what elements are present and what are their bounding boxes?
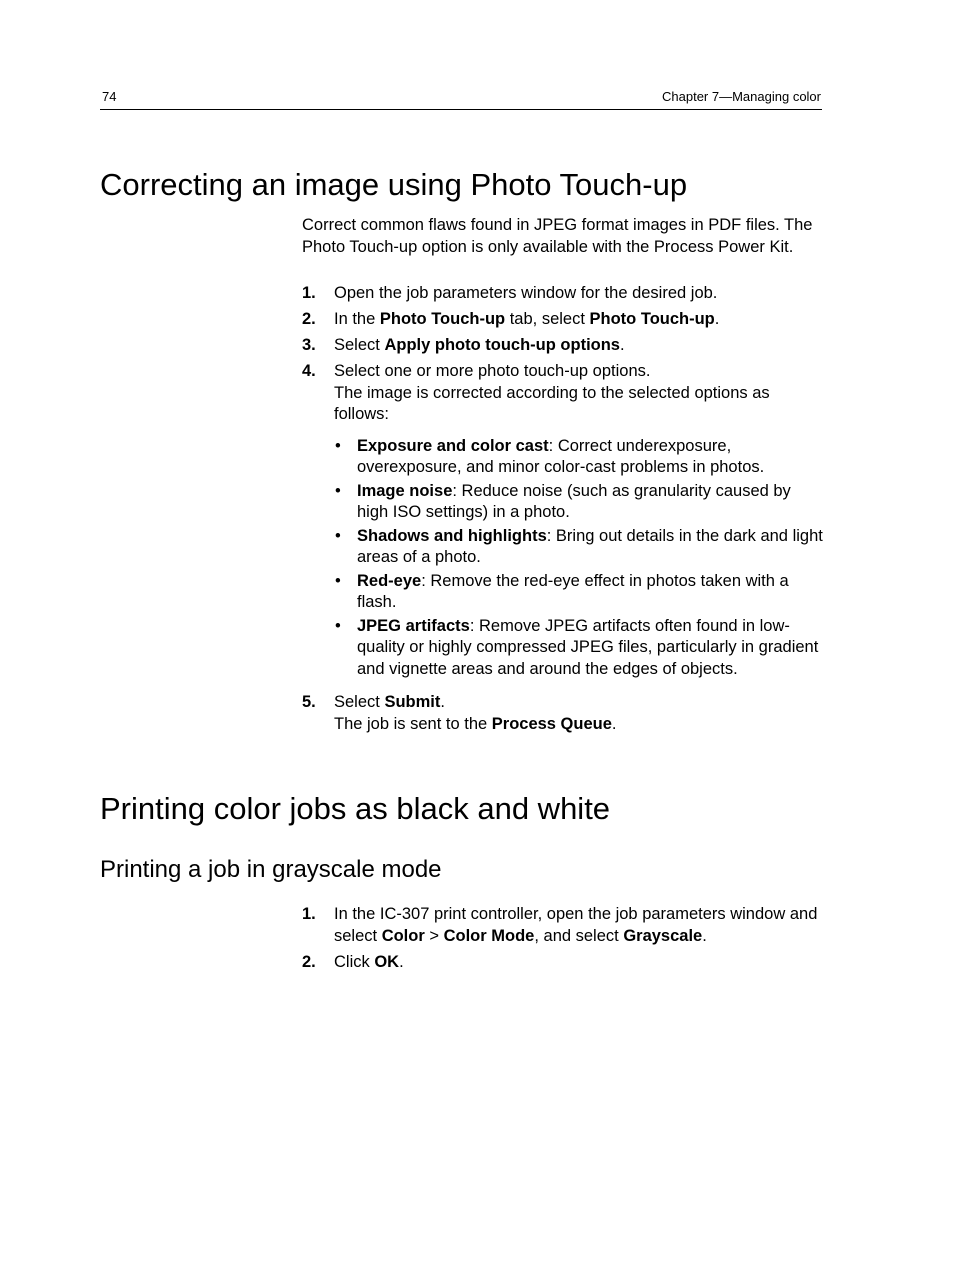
- page-header: [100, 88, 822, 110]
- grayscale-steps: [302, 904, 824, 973]
- chapter-title: Chapter 7—Managing color: [662, 89, 821, 104]
- step-number: 3.: [302, 336, 316, 354]
- step-text: .: [702, 926, 707, 945]
- step-number: 1.: [302, 905, 316, 923]
- ui-term: OK: [374, 952, 400, 971]
- step-number: 2.: [302, 952, 316, 971]
- touchup-options-list: [334, 436, 824, 681]
- step-text: [334, 692, 824, 714]
- step-text: .: [714, 310, 720, 328]
- step-number: 1.: [302, 284, 316, 302]
- list-item: [334, 436, 824, 479]
- step-text-part: .: [440, 693, 445, 711]
- bullet: •: [335, 526, 341, 545]
- photo-touchup-steps: [302, 283, 824, 735]
- step-text-part: .: [611, 714, 617, 733]
- step-text: , and select: [534, 926, 624, 945]
- step-text: In the: [334, 310, 380, 328]
- step-text-part: Select: [334, 693, 385, 711]
- step-text: In the IC-307 print controller, open the job parameters window and select: [334, 905, 818, 945]
- step-text: Select one or more photo touch-up options.: [334, 362, 651, 380]
- section-title-photo-touchup: Correcting an image using Photo Touch-up: [100, 167, 688, 202]
- option-term: Exposure and color cast: [357, 436, 549, 455]
- intro-paragraph: Correct common flaws found in JPEG format images in PDF files. The Photo Touch-up option is only available with the Process Power Kit.: [302, 216, 813, 256]
- step-text-part: The job is sent to the: [334, 714, 492, 733]
- grayscale-body: [302, 904, 824, 978]
- step-text: .: [399, 952, 404, 971]
- list-item: [334, 481, 824, 524]
- step-text: Click: [334, 952, 375, 971]
- step-5: [302, 692, 824, 735]
- ui-term: Photo Touch-up: [379, 310, 506, 328]
- step-2: [302, 952, 824, 974]
- bullet: •: [335, 616, 341, 635]
- bullet: •: [335, 481, 341, 500]
- option-desc: : Remove the red-eye effect in photos taken with a flash.: [357, 571, 789, 611]
- option-term: Red-eye: [357, 571, 422, 590]
- photo-touchup-body: [302, 215, 824, 740]
- step-1: [302, 283, 824, 305]
- list-item: [334, 616, 824, 681]
- step-4: [302, 361, 824, 680]
- ui-term: Color Mode: [443, 926, 535, 945]
- step-text: Select: [334, 336, 385, 354]
- subsection-title-grayscale: Printing a job in grayscale mode: [100, 856, 442, 883]
- step-text: .: [619, 336, 625, 354]
- step-result: The image is corrected according to the selected options as follows:: [334, 383, 770, 423]
- list-item: [334, 571, 824, 614]
- option-desc: : Bring out details in the dark and light areas of a photo.: [357, 526, 823, 566]
- ui-term: Submit: [384, 693, 441, 711]
- page-number: 74: [102, 89, 117, 104]
- option-desc: : Remove JPEG artifacts often found in low-quality or highly compressed JPEG files, particularly in gradient and vignette areas and around the edges of objects.: [357, 616, 819, 678]
- step-3: [302, 335, 824, 357]
- step-number: 4.: [302, 362, 316, 380]
- ui-term: Apply photo touch-up options: [384, 336, 620, 354]
- bullet: •: [335, 436, 341, 455]
- option-term: JPEG artifacts: [357, 616, 470, 635]
- ui-term: Color: [381, 926, 425, 945]
- step-1: [302, 904, 824, 947]
- step-number: 5.: [302, 693, 316, 711]
- option-term: Shadows and highlights: [357, 526, 547, 545]
- step-text: tab, select: [505, 310, 590, 328]
- bullet: •: [335, 571, 341, 590]
- ui-term: Photo Touch-up: [589, 310, 715, 328]
- option-desc: : Reduce noise (such as granularity caused by high ISO settings) in a photo.: [357, 481, 791, 521]
- step-text: Open the job parameters window for the desired job.: [334, 284, 718, 302]
- step-number: 2.: [302, 310, 316, 328]
- step-text: >: [424, 926, 444, 945]
- ui-term: Grayscale: [623, 926, 703, 945]
- step-2: [302, 309, 824, 331]
- list-item: [334, 526, 824, 569]
- section-title-black-and-white: Printing color jobs as black and white: [100, 791, 611, 826]
- step-result: [334, 714, 824, 736]
- option-term: Image noise: [357, 481, 453, 500]
- option-desc: : Correct underexposure, overexposure, and minor color-cast problems in photos.: [357, 436, 765, 476]
- ui-term: Process Queue: [491, 714, 612, 733]
